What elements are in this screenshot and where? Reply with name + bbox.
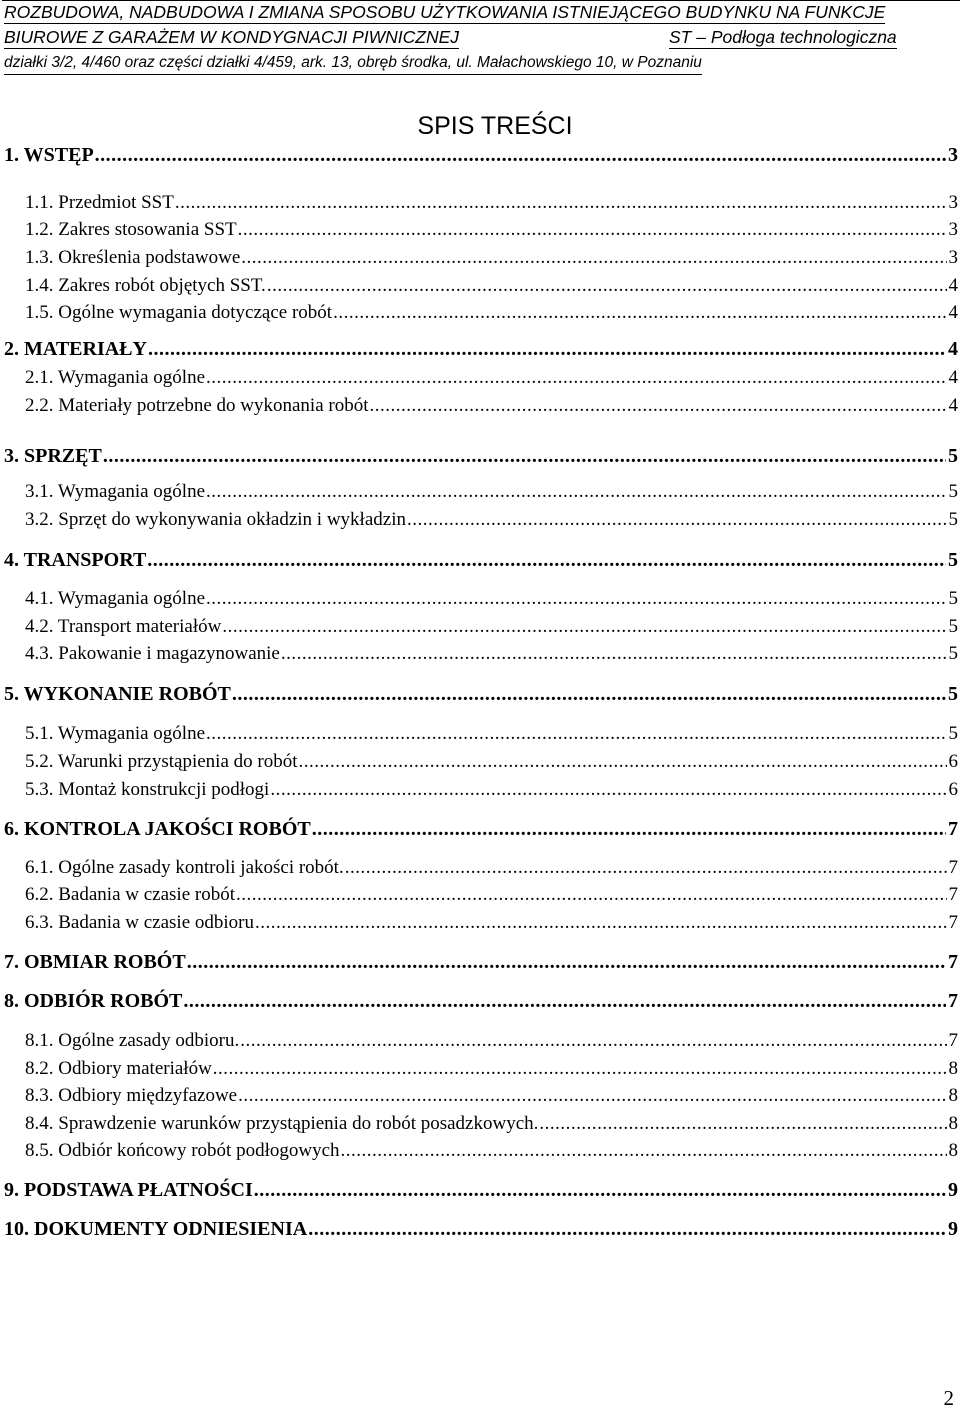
- toc-entry-label: 3. SPRZĘT: [4, 445, 102, 467]
- toc-entry-page: 3: [948, 219, 958, 240]
- toc-entry-page: 5: [948, 549, 958, 571]
- toc-entry-page: 5: [948, 509, 958, 530]
- toc-dot-leader: [213, 1057, 947, 1081]
- toc-entry-label: 2.1. Wymagania ogólne: [25, 367, 206, 388]
- toc-entry-label: 1.4. Zakres robót objętych SST.: [25, 275, 266, 296]
- toc-entry-page: 4: [948, 275, 958, 296]
- toc-dot-leader: [148, 337, 946, 361]
- toc-entry-page: 5: [948, 683, 958, 705]
- toc-entry-label: 8.4. Sprawdzenie warunków przystąpienia do robót posadzkowych.: [25, 1113, 539, 1134]
- toc-entry-label: 1.1. Przedmiot SST: [25, 192, 174, 213]
- toc-subsection-entry[interactable]: [25, 1057, 958, 1081]
- toc-entry-page: 7: [948, 912, 958, 933]
- header-address: działki 3/2, 4/460 oraz części działki 4/459, ark. 13, obręb środka, ul. Małachowskiego 10, w Poznaniu: [4, 52, 702, 75]
- toc-dot-leader: [299, 750, 947, 774]
- toc-subsection-entry[interactable]: [25, 615, 958, 639]
- toc-dot-leader: [238, 1084, 946, 1108]
- toc-title: SPIS TREŚCI: [417, 112, 573, 140]
- toc-entry-label: 1.3. Określenia podstawowe: [25, 247, 241, 268]
- toc-entry-page: 8: [948, 1140, 958, 1161]
- toc-section-entry[interactable]: [4, 950, 958, 974]
- toc-dot-leader: [241, 246, 946, 270]
- toc-entry-page: 5: [948, 643, 958, 664]
- toc-entry-label: 10. DOKUMENTY ODNIESIENIA: [4, 1218, 308, 1240]
- page-number: 2: [943, 1386, 954, 1410]
- toc-entry-page: 6: [948, 779, 958, 800]
- toc-dot-leader: [345, 856, 947, 880]
- toc-entry-page: 4: [948, 367, 958, 388]
- header-title-line-1: ROZBUDOWA, NADBUDOWA I ZMIANA SPOSOBU UŻYTKOWANIA ISTNIEJĄCEGO BUDYNKU NA FUNKCJE: [4, 2, 886, 22]
- toc-entry-label: 4.3. Pakowanie i magazynowanie: [25, 643, 280, 664]
- toc-entry-page: 7: [948, 818, 958, 840]
- toc-dot-leader: [369, 394, 946, 418]
- toc-entry-page: 8: [948, 1113, 958, 1134]
- toc-dot-leader: [312, 817, 946, 841]
- toc-subsection-entry[interactable]: [25, 1029, 958, 1053]
- toc-subsection-entry[interactable]: [25, 911, 958, 935]
- toc-entry-page: 7: [948, 990, 958, 1012]
- toc-entry-label: 3.1. Wymagania ogólne: [25, 481, 206, 502]
- toc-entry-page: 4: [948, 338, 958, 360]
- toc-dot-leader: [255, 911, 947, 935]
- toc-subsection-entry[interactable]: [25, 274, 958, 298]
- toc-dot-leader: [232, 682, 946, 706]
- toc-entry-label: 4.1. Wymagania ogólne: [25, 588, 206, 609]
- toc-dot-leader: [206, 366, 946, 390]
- toc-subsection-entry[interactable]: [25, 722, 958, 746]
- toc-entry-label: 8.3. Odbiory międzyfazowe: [25, 1085, 238, 1106]
- toc-dot-leader: [240, 1029, 946, 1053]
- toc-entry-page: 5: [948, 723, 958, 744]
- toc-entry-label: 1.2. Zakres stosowania SST: [25, 219, 237, 240]
- toc-entry-page: 3: [948, 247, 958, 268]
- toc-subsection-entry[interactable]: [25, 394, 958, 418]
- toc-subsection-entry[interactable]: [25, 366, 958, 390]
- toc-subsection-entry[interactable]: [25, 191, 958, 215]
- toc-entry-label: 5. WYKONANIE ROBÓT: [4, 683, 231, 705]
- toc-subsection-entry[interactable]: [25, 750, 958, 774]
- toc-subsection-entry[interactable]: [25, 301, 958, 325]
- toc-entry-page: 5: [948, 588, 958, 609]
- toc-entry-label: 8.2. Odbiory materiałów: [25, 1058, 212, 1079]
- toc-section-entry[interactable]: [4, 817, 958, 841]
- toc-dot-leader: [254, 1178, 946, 1202]
- toc-dot-leader: [187, 950, 946, 974]
- header-title-line-2: BIUROWE Z GARAŻEM W KONDYGNACJI PIWNICZNEJ: [4, 27, 460, 47]
- toc-dot-leader: [341, 1139, 947, 1163]
- toc-dot-leader: [206, 480, 946, 504]
- toc-subsection-entry[interactable]: [25, 587, 958, 611]
- toc-dot-leader: [222, 615, 946, 639]
- toc-section-entry[interactable]: [4, 989, 958, 1013]
- toc-subsection-entry[interactable]: [25, 883, 958, 907]
- toc-dot-leader: [183, 989, 946, 1013]
- toc-entry-label: 8. ODBIÓR ROBÓT: [4, 990, 183, 1012]
- toc-subsection-entry[interactable]: [25, 778, 958, 802]
- toc-subsection-entry[interactable]: [25, 480, 958, 504]
- toc-entry-page: 8: [948, 1085, 958, 1106]
- toc-entry-label: 6.2. Badania w czasie robót: [25, 884, 235, 905]
- toc-entry-label: 4.2. Transport materiałów: [25, 616, 222, 637]
- toc-dot-leader: [103, 444, 946, 468]
- toc-entry-page: 5: [948, 481, 958, 502]
- toc-subsection-entry[interactable]: [25, 1139, 958, 1163]
- toc-entry-label: 2. MATERIAŁY: [4, 338, 147, 360]
- toc-entry-label: 6. KONTROLA JAKOŚCI ROBÓT: [4, 818, 311, 840]
- toc-section-entry[interactable]: [4, 143, 958, 167]
- toc-entry-label: 9. PODSTAWA PŁATNOŚCI: [4, 1179, 253, 1201]
- toc-entry-label: 2.2. Materiały potrzebne do wykonania robót: [25, 395, 369, 416]
- toc-entry-label: 6.3. Badania w czasie odbioru: [25, 912, 254, 933]
- toc-entry-page: 4: [948, 395, 958, 416]
- toc-entry-page: 5: [948, 445, 958, 467]
- toc-entry-label: 1.5. Ogólne wymagania dotyczące robót: [25, 302, 333, 323]
- toc-entry-label: 6.1. Ogólne zasady kontroli jakości robót.: [25, 857, 344, 878]
- toc-entry-page: 3: [948, 192, 958, 213]
- toc-dot-leader: [281, 642, 947, 666]
- toc-entry-label: 5.3. Montaż konstrukcji podłogi: [25, 779, 270, 800]
- toc-entry-page: 6: [948, 751, 958, 772]
- toc-dot-leader: [308, 1217, 946, 1241]
- toc-section-entry[interactable]: [4, 548, 958, 572]
- toc-entry-page: 7: [948, 951, 958, 973]
- toc-entry-page: 7: [948, 1030, 958, 1051]
- toc-dot-leader: [407, 508, 947, 532]
- toc-subsection-entry[interactable]: [25, 1112, 958, 1136]
- toc-entry-label: 7. OBMIAR ROBÓT: [4, 951, 186, 973]
- toc-dot-leader: [238, 218, 947, 242]
- toc-entry-label: 8.5. Odbiór końcowy robót podłogowych: [25, 1140, 340, 1161]
- toc-entry-page: 8: [948, 1058, 958, 1079]
- toc-subsection-entry[interactable]: [25, 246, 958, 270]
- toc-entry-page: 5: [948, 616, 958, 637]
- toc-section-entry[interactable]: [4, 682, 958, 706]
- toc-entry-label: 5.2. Warunki przystąpienia do robót: [25, 751, 298, 772]
- toc-dot-leader: [206, 722, 946, 746]
- toc-section-entry[interactable]: [4, 1178, 958, 1202]
- toc-dot-leader: [270, 778, 946, 802]
- toc-subsection-entry[interactable]: [25, 856, 958, 880]
- toc-dot-leader: [267, 274, 947, 298]
- toc-entry-label: 5.1. Wymagania ogólne: [25, 723, 206, 744]
- toc-entry-label: 1. WSTĘP: [4, 144, 94, 166]
- toc-entry-page: 3: [948, 144, 958, 166]
- toc-dot-leader: [236, 883, 947, 907]
- toc-section-entry[interactable]: [4, 444, 958, 468]
- toc-section-entry[interactable]: [4, 1217, 958, 1241]
- toc-dot-leader: [206, 587, 946, 611]
- toc-section-entry[interactable]: [4, 337, 958, 361]
- toc-entry-page: 7: [948, 857, 958, 878]
- toc-dot-leader: [175, 191, 947, 215]
- toc-entry-page: 4: [948, 302, 958, 323]
- toc-dot-leader: [333, 301, 946, 325]
- toc-subsection-entry[interactable]: [25, 218, 958, 242]
- toc-entry-page: 9: [948, 1179, 958, 1201]
- toc-entry-label: 8.1. Ogólne zasady odbioru.: [25, 1030, 240, 1051]
- toc-subsection-entry[interactable]: [25, 508, 958, 532]
- toc-dot-leader: [539, 1112, 946, 1136]
- toc-entry-label: 4. TRANSPORT: [4, 549, 147, 571]
- toc-dot-leader: [95, 143, 946, 167]
- toc-entry-label: 3.2. Sprzęt do wykonywania okładzin i wykładzin: [25, 509, 406, 530]
- header-spec-text: ST – Podłoga technologiczna: [669, 27, 897, 47]
- toc-dot-leader: [147, 548, 946, 572]
- toc-subsection-entry[interactable]: [25, 642, 958, 666]
- toc-subsection-entry[interactable]: [25, 1084, 958, 1108]
- toc-entry-page: 7: [948, 884, 958, 905]
- toc-entry-page: 9: [948, 1218, 958, 1240]
